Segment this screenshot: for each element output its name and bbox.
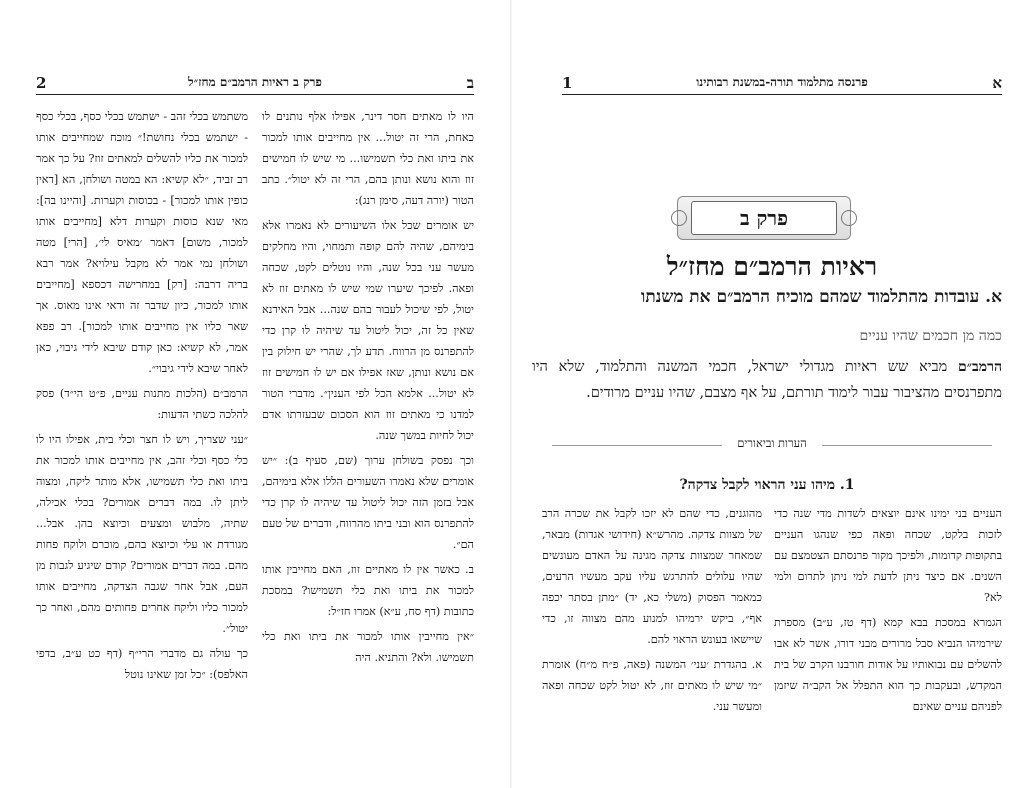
left-page-header	[36, 70, 474, 96]
text-column-left	[36, 106, 248, 689]
right-page	[512, 0, 1024, 788]
paragraph: היו לו מאתים חסר דינר, אפילו אלף נותנים לו כאחת, הרי זה יטול... אין מחייבים אותו למכור את ביתו ואת כלי תשמישו... מי שיש לו חמישים זוז והוא נושא ונותן בהם, הרי זה לא יטול״. כתב הטור (יורה דעה, סימן רנג):	[262, 110, 474, 207]
page-number: 1	[562, 74, 573, 92]
paragraph: א. בהגדרת ׳עני׳ המשנה (פאה, פ״ח מ״ח) אומרת ״מי שיש לו מאתים זוז, לא יטול לקט שכחה ופאה ומעשר עני.	[542, 658, 762, 713]
question-heading: 1. מיהו עני הראוי לקבל צדקה?	[679, 477, 855, 493]
paragraph: וכך נפסק בשולחן ערוך (שם, סעיף ב): ״יש אומרים שלא נאמרו השעורים הללו אלא בימיהם, אבל בזמן הזה יכול ליטול עד שיהיה לו קרן כדי להתפרנס הוא ובני ביתו מהרווח, ודברים של טעם הם״.	[262, 454, 474, 551]
paragraph: יש אומרים שכל אלו השיעורים לא נאמרו אלא בימיהם, שהיה להם קופה ותמחוי, והיו מחלקים מעשר עני בכל שנה, והיו נוטלים לקט, שכחה ופאה. לפיכך שיערו שמי שיש לו מאתים זוז לא יטול, לפי שיכול לעבור בהם שנה... אבל האידנא שאין כל זה, יכול ליטול עד שיהיה לו קרן כדי להתפרנס מן הרווח. תדע לך, שהרי יש חילוק בין אם נושא ונותן, שאז אפילו אם יש לו חמישים זוז לא יטול... אלמא הכל לפי הענין״. מדברי הטור למדנו כי מאתים זוז הוא הסכום שבעזרתו אדם יכול לחיות במשך שנה.	[262, 219, 474, 442]
paragraph: הגמרא במסכת בבא קמא (דף טז, ע״ב) מספרת שירמיהו הנביא סבל מרורים מבני דורו, אשר לא אבו להשלים עם נבואותיו על אודות חורבנו הקרב של בית המקדש, ובעקבות כך הוא התפלל אל הקב״ה שיזמן לפניהם עניים שאינם	[774, 616, 1002, 713]
paragraph: ״אין מחייבין אותו למכור את ביתו ואת כלי תשמישו. ולא? והתניא. היה	[262, 630, 474, 664]
header-letter: ב	[466, 74, 474, 92]
notes-column-left	[542, 503, 762, 721]
paragraph: משתמש בכלי זהב - ישתמש בכלי כסף, בכלי כסף - ישתמש בכלי נחושת!״ מוכח שמחייבים אותו למכור את כליו להשלים למאתים זוז? על כך אמר רב זביד, ״לא קשיא: הא במטה ושולחן, הא [דאין כופין אותו למכור] - בכוסות וקערות. [והיינו בה]: מאי שנא כוסות וקערות דלא [מחייבים אותו למכור, משום] דאמר ׳מאיס לי׳, [הרי] מטה ושולחן נמי אמר לא מקבל עילויא? אמר רבא בריה דרבה: [רק] במחרישה דכספא [מחייבים אותו למכור, כיון שדבר זה ודאי אינו מאוס. אך שאר כליו אין מחייבים אותו למכור]. רב פפא אמר, לא קשיא: כאן קודם שיבא לידי גיבוי, כאן לאחר שיבא לידי גיבוי״.	[36, 110, 248, 375]
chapter-label: פרק ב	[739, 206, 788, 230]
paragraph: מהוגנים, כדי שהם לא יזכו לקבל את שכרה הרב של מצוות צדקה. מהרש״א (חידושי אגדות) מבאר, שמאחר שמצוות צדקה מגינה על האדם מעונשים שהיו עלולים להתרגש עליו עקב מעשיו הרעים, כמאמר הפסוק (משלי כא, יד) ״מתן בסתר יכפה אף״, ביקש ירמיהו למנוע מהם מצווה זו, כדי שיישאו בעונש הראוי להם.	[542, 507, 762, 646]
section-subtitle: א. עובדות מהתלמוד שמהם מוכיח הרמב״ם את משנתו	[641, 287, 1002, 307]
divider-label: הערות וביאורים	[737, 436, 807, 450]
page-number: 2	[36, 74, 47, 92]
paragraph: ב. כאשר אין לו מאתיים זוז, האם מחייבין אותו למכור את ביתו ואת כלי תשמישו? במסכת כתובות (דף סח, ע״א) אמרו חז״ל:	[262, 563, 474, 618]
header-rule	[36, 94, 474, 95]
header-letter: א	[992, 74, 1002, 92]
paragraph: העניים בני ימינו אינם יוצאים לשדות מדי שנה כדי לזכות בלקט, שכחה ופאה כפי שנהגו העניים בתקופות קדומות, ולפיכך מקור פרנסתם הצטמצם עם השנים. אם כיצד ניתן לדעת למי ניתן לתרום ולמי לא?	[774, 507, 1002, 604]
intro-text: מביא שש ראיות מגדולי ישראל, חכמי המשנה והתלמוד, שלא היו מתפרנסים מהציבור עבור לימוד תורתם, על אף מצבם, שהיו עניים מרודים.	[532, 359, 1002, 401]
paragraph: ״עני שצריך, ויש לו חצר וכלי בית, אפילו היו לו כלי כסף וכלי זהב, אין מחייבים אותו למכור את ביתו ואת כלי תשמישו, אלא מותר ליקח, ומצוה ליתן לו. במה דברים אמורים? בכלי אכילה, שתיה, מלבוש ומצעים וכיוצא בהן. אבל... מגורדת או עלי וכיוצא בהם, מוכרם ולוקח פחות מהם. במה דברים אמורים? קודם שיגיע לגבות מן העם, אבל אחר שגבה הצדקה, מחייבים אותו למכור כליו וליקח אחרים פחותים מהם, ואחר כך יטול״.	[36, 433, 248, 635]
intro-paragraph	[532, 354, 1002, 406]
intro-lead-word: הרמב״ם	[957, 359, 1002, 375]
header-rule	[562, 94, 1002, 95]
header-title: פרנסה מתלמוד תורה-במשנת רבותינו	[696, 75, 868, 89]
notes-column-right	[774, 503, 1002, 721]
paragraph: כך עולה גם מדברי הרי״ף (דף כט ע״ב, בדפי האלפס): ״כל זמן שאינו נוטל	[36, 647, 248, 681]
paragraph: הרמב״ם (הלכות מתנות עניים, פ״ט הי״ד) פסק להלכה כשתי הדעות:	[36, 387, 248, 421]
chapter-title: ראיות הרמב״ם מחז״ל	[666, 252, 878, 281]
chapter-ornament-frame	[677, 196, 851, 240]
text-column-right	[262, 106, 474, 672]
notes-divider	[552, 436, 992, 456]
right-page-header	[562, 70, 1002, 96]
section-label: כמה מן חכמים שהיו עניים	[859, 328, 1002, 344]
header-title: פרק ב ראיות הרמב״ם מחז״ל	[188, 75, 322, 89]
